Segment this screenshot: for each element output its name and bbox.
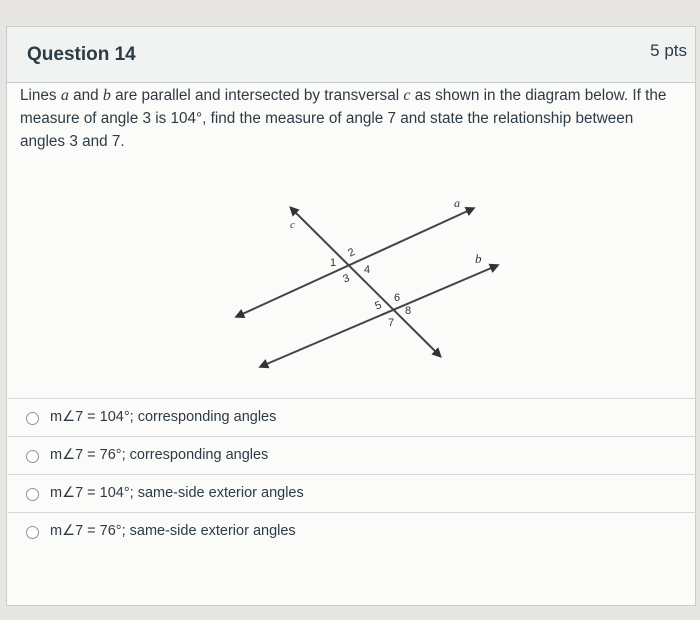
radio-button[interactable]	[26, 412, 39, 425]
line-b-label: b	[475, 251, 482, 266]
line-c-label: c	[290, 219, 295, 231]
answer-option-2[interactable]	[8, 436, 696, 474]
answer-label[interactable]: m∠7 = 104°; same-side exterior angles	[50, 485, 304, 501]
answer-label[interactable]: m∠7 = 76°; same-side exterior angles	[50, 523, 296, 539]
answer-option-4[interactable]	[8, 512, 696, 550]
variable-a: a	[60, 87, 69, 104]
radio-button[interactable]	[26, 526, 39, 539]
angle-label-4: 4	[364, 264, 371, 276]
angle-label-1: 1	[330, 257, 337, 269]
line-a	[238, 209, 472, 316]
transversal-diagram	[220, 176, 520, 376]
question-text-part: and	[68, 87, 103, 104]
answer-option-1[interactable]	[8, 398, 696, 436]
question-header	[7, 27, 695, 83]
answer-label[interactable]: m∠7 = 104°; corresponding angles	[50, 409, 277, 425]
line-b	[262, 266, 496, 366]
angle-label-3: 3	[341, 272, 352, 286]
variable-c: c	[403, 87, 411, 104]
angle-label-2: 2	[346, 246, 357, 260]
question-points: 5 pts	[650, 41, 687, 60]
variable-b: b	[102, 87, 111, 104]
answer-option-3[interactable]	[8, 474, 696, 512]
angle-label-8: 8	[405, 305, 412, 317]
answer-label[interactable]: m∠7 = 76°; corresponding angles	[50, 447, 269, 463]
angle-label-5: 5	[373, 299, 384, 313]
question-title: Question 14	[27, 44, 136, 65]
question-text-part: are parallel and intersected by transversal	[110, 87, 404, 104]
angle-label-7: 7	[388, 317, 395, 329]
answer-list	[0, 398, 700, 550]
radio-button[interactable]	[26, 488, 39, 501]
question-text-part: Lines	[20, 87, 61, 104]
question-text-part: as shown in the diagram below. If the measure of angle 3 is 104°, find the measure of angle 7 and state the relationship between angles 3 and 7.	[20, 87, 667, 150]
radio-button[interactable]	[26, 450, 39, 463]
question-text	[20, 84, 675, 153]
line-a-label: a	[454, 196, 460, 210]
angle-label-6: 6	[394, 292, 401, 304]
